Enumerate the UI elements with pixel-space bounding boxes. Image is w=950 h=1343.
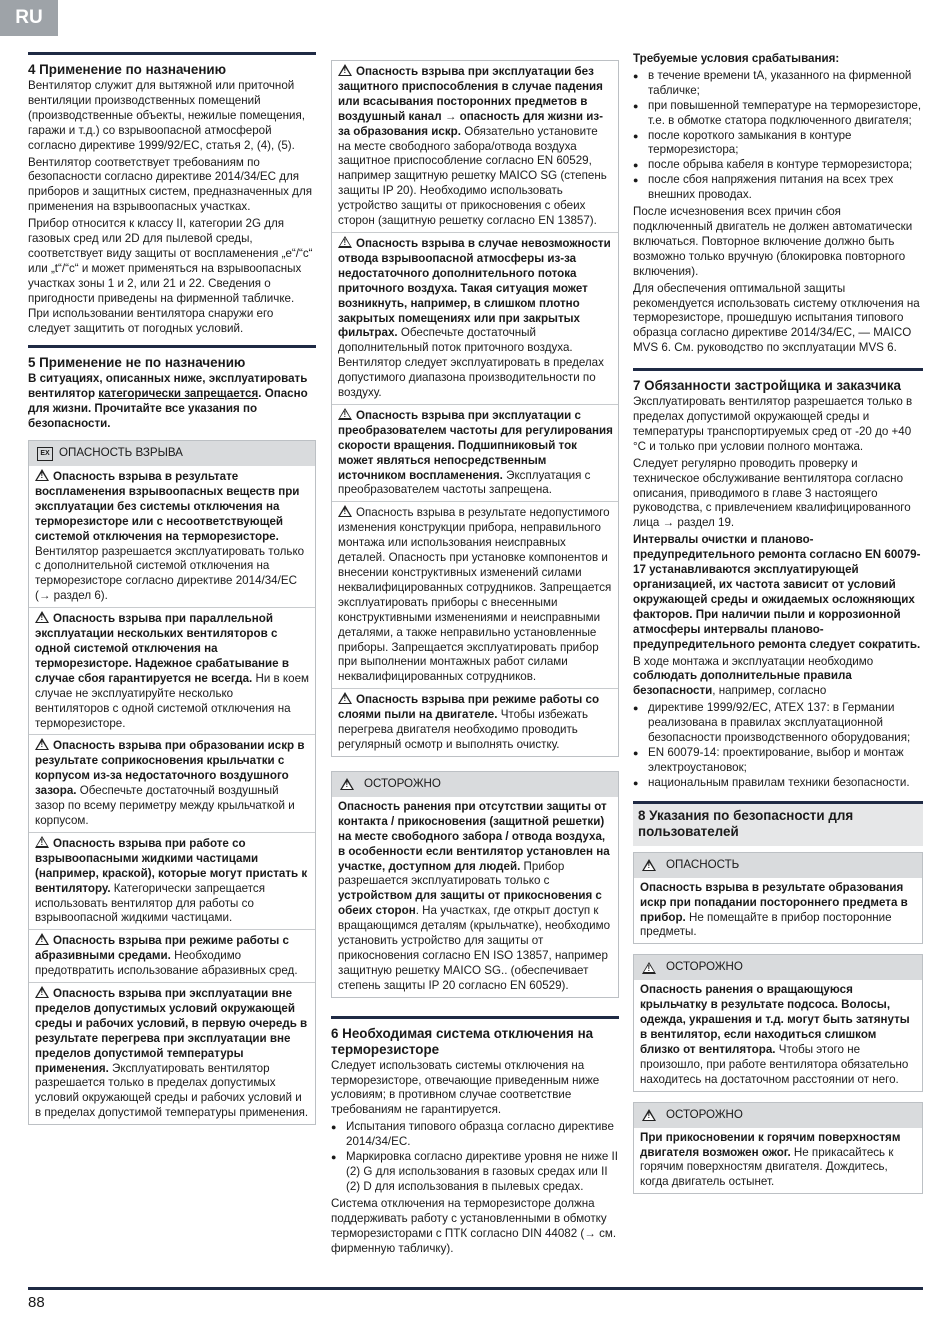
s7-paragraph-1: Эксплуатировать вентилятор разрешается только в пределах допустимой окружающей среды и температуры транспортируемых сред от -20 до +40 °C и только при условии полного монтажа. bbox=[633, 395, 913, 453]
section-rule bbox=[28, 345, 316, 348]
trigger-list bbox=[633, 69, 923, 203]
section-rule bbox=[331, 1016, 619, 1019]
box-title: ОПАСНОСТЬ ВЗРЫВА bbox=[59, 446, 183, 460]
warning-icon bbox=[35, 738, 49, 750]
warning-item: !Опасность взрыва при эксплуатации с преобразователем частоты для регулирования скорости вращения. Подшипниковый ток может являться непосредственным источником воспламенения. Эксплуатация с преобразователем частоты запрещена. bbox=[332, 404, 618, 501]
list-item: ● Маркировка согласно директиве уровня не ниже II (2) G для использования в газовых средах или II (2) D для использования в пылевых средах. bbox=[331, 1150, 619, 1195]
caution-text: Опасность ранения о вращающуюся крыльчатку в результате подсоса. Волосы, одежда, украшения и т.д. могут быть затянуты в вентилятор, если находиться слишком близко от вентилятора. Чтобы этого не произошло, при работе вентилятора обязательно находитесь на достаточном расстоянии от него. bbox=[640, 983, 910, 1086]
warning-icon bbox=[338, 236, 352, 248]
s4-paragraph-1: Вентилятор служит для вытяжной или приточной вентиляции производственных помещений (производственные объекты, нежилые помещения, гаражи и т.д.) со взрывоопасной атмосферой согласно директиве 1999/92/ЕС, статья 2, (4), (5). bbox=[28, 79, 305, 152]
list-item: ● директиве 1999/92/ЕС, ATEX 137: в Германии реализована в правилах эксплуатационной безопасности производственного оборудования; bbox=[633, 701, 923, 746]
section-4-title: 4 Применение по назначению bbox=[28, 62, 227, 77]
warning-icon bbox=[642, 859, 656, 871]
section-7-title: 7 Обязанности застройщика и заказчика bbox=[633, 378, 901, 394]
warning-item: !Опасность взрыва в случае невозможности отвода взрывоопасной атмосферы из-за недостаточного дополнительного потока приточного воздуха. Такая ситуация может возникнуть, например, в слишком плотно закрытых помещениях или при закрытых фильтрах. Обеспечьте достаточный дополнительный поток приточного воздуха. Вентилятор следует эксплуатировать в пределах допустимого диапазона производительности по воздуху. bbox=[332, 232, 618, 404]
c3-paragraph-2: Для обеспечения оптимальной защиты рекомендуется использовать систему отключения на терморезисторе, прошедшую испытания типового образца согласно директиве 2014/34/ЕС, — MAICO MVS 6. См. руководство по эксплуатации MVS 6. bbox=[633, 281, 920, 355]
box-header bbox=[332, 772, 618, 797]
page-number: 88 bbox=[28, 1294, 45, 1311]
list-item: ● Испытания типового образца согласно директиве 2014/34/ЕС. bbox=[331, 1120, 619, 1150]
section-5-title: 5 Применение не по назначению bbox=[28, 355, 246, 371]
s7-paragraph-2: Следует регулярно проводить проверку и техническое обслуживание вентилятора согласно описания, приводимого в главе 3 настоящего руководства, с привлечением квалифицированного лица → раздел 19. bbox=[633, 456, 911, 530]
footer-rule bbox=[28, 1287, 923, 1290]
caution-box-fan bbox=[633, 954, 923, 1091]
s4-paragraph-2: Вентилятор соответствует требованиям по безопасности согласно директиве 2014/34/ЕС для приборов и защитных систем, предназначенных для применения на взрывоопасных участках. bbox=[28, 155, 312, 214]
c3-paragraph-1: После исчезновения всех причин сбоя подключенный двигатель не должен автоматически включаться. Повторное включение должно быть возможно только вручную (блокировка повторного включения). bbox=[633, 205, 913, 278]
warning-icon bbox=[338, 505, 352, 517]
caution-text: Опасность ранения при отсутствии защиты от контакта / прикосновения (защитной решетки) на месте свободного забора / отвода воздуха, в особенности если вентилятор установлен на участке, доступном для людей. Прибор разрешается эксплуатировать только с устройством для защиты от прикосновения с обеих сторон. На участках, где открыт доступ к вращающимся деталям (крыльчатке), необходимо установить устройство для защиты от прикосновения согласно EN ISO 13857, например защитную решетку MAICO SG.. (обеспечивает степень защиты IP 20 согласно EN 60529). bbox=[338, 799, 611, 992]
box-title: ОСТОРОЖНО bbox=[364, 776, 441, 790]
warning-icon bbox=[642, 1109, 656, 1121]
list-item: ● при повышенной температуре на терморезисторе, т.е. в обмотке статора подключенного двигателя; bbox=[633, 99, 923, 129]
language-tab: RU bbox=[0, 0, 58, 36]
warning-icon bbox=[340, 778, 354, 790]
s7-list bbox=[633, 701, 923, 790]
column-3 bbox=[633, 52, 923, 1196]
s7-paragraph-4: В ходе монтажа и эксплуатации необходимо соблюдать дополнительные правила безопасности, например, согласно bbox=[633, 654, 874, 698]
explosion-danger-box-continued bbox=[331, 60, 619, 757]
trigger-conditions-title: Требуемые условия срабатывания: bbox=[633, 52, 840, 65]
warning-item: !Опасность взрыва при параллельной эксплуатации нескольких вентиляторов с одной системой отключения на терморезисторе. Надежное срабатывание в случае сбоя гарантируется не всегда. Ни в коем случае не эксплуатируйте несколько вентиляторов с одной системой отключения на терморезисторе. bbox=[29, 607, 315, 734]
caution-text: При прикосновении к горячим поверхностям двигателя возможен ожог. Не прикасайтесь к горячим поверхностям двигателя. Дождитесь, когда двигатель остынет. bbox=[640, 1130, 901, 1189]
caution-box bbox=[331, 771, 619, 998]
warning-icon bbox=[642, 962, 656, 974]
box-header bbox=[29, 441, 315, 466]
warning-icon bbox=[35, 986, 49, 998]
column-1 bbox=[28, 50, 316, 1127]
column-2 bbox=[331, 50, 619, 1258]
section-rule bbox=[28, 52, 316, 55]
warning-item: !Опасность взрыва при эксплуатации без защитного приспособления в случае падения или всасывания посторонних предметов в воздушный канал → опасность для жизни из-за образования искр. Обязательно установите на месте свободного забора/отвода воздуха защитное приспособление согласно EN 60529, например защитную решетку MAICO SG (степень защиты IP 20). Необходимо использовать устройство защиты от прикосновения с обеих сторон (защитную решетку согласно EN 13857). bbox=[332, 61, 618, 232]
list-item: ● национальным правилам техники безопасности. bbox=[633, 776, 923, 791]
warning-icon bbox=[35, 469, 49, 481]
section-8-header bbox=[633, 804, 923, 846]
s6-paragraph-1: Следует использовать системы отключения на терморезисторе, отвечающие приведенным ниже условиям; в противном случае соответствие требованиям не гарантируется. bbox=[331, 1058, 600, 1117]
box-header bbox=[634, 955, 922, 980]
list-item: ● после сбоя напряжения питания на всех трех внешних проводах. bbox=[633, 173, 923, 203]
warning-item: !Опасность взрыва при режиме работы с абразивными средами. Необходимо предотвратить использование абразивных сред. bbox=[29, 929, 315, 982]
warning-item: !Опасность взрыва в результате недопустимого изменения конструкции прибора, неправильного монтажа или использования неисправных деталей. Опасность при установке компонентов и внесении конструктивных изменений силами неквалифицированных сотрудников. Запрещается эксплуатировать приборы с внесенными конструктивными изменениями и неисправными деталями, а также неправильно установленные приборы. Запрещается эксплуатировать прибор при выполнении монтажных работ силами неквалифицированных сотрудников. bbox=[332, 501, 618, 688]
warning-icon bbox=[35, 836, 49, 848]
box-title: ОПАСНОСТЬ bbox=[666, 857, 740, 871]
ex-icon: EX bbox=[37, 447, 53, 461]
caution-box-hot bbox=[633, 1102, 923, 1195]
warning-item: !Опасность взрыва при работе со взрывоопасными жидкими частицами (например, краской), которые могут пристать к вентилятору. Категорически запрещается использовать вентилятор для работы со взрывоопасной жидкими частицами. bbox=[29, 832, 315, 929]
box-title: ОСТОРОЖНО bbox=[666, 1107, 743, 1121]
list-item: ● EN 60079-14: проектирование, выбор и монтаж электроустановок; bbox=[633, 746, 923, 776]
list-item: ● после обрыва кабеля в контуре терморезистора; bbox=[633, 158, 923, 173]
box-title: ОСТОРОЖНО bbox=[666, 960, 743, 974]
warning-icon bbox=[338, 64, 352, 76]
list-item: ● после короткого замыкания в контуре терморезистора; bbox=[633, 129, 923, 159]
s6-paragraph-2: Система отключения на терморезисторе должна поддерживать работу с установленными в обмотку терморезисторами с ПТК согласно DIN 44082 (→ см. фирменную табличку). bbox=[331, 1196, 617, 1255]
section-rule bbox=[633, 368, 923, 371]
danger-box bbox=[633, 852, 923, 945]
section-6-title: 6 Необходимая система отключения на терморезисторе bbox=[331, 1025, 594, 1057]
box-header bbox=[634, 853, 922, 878]
s4-paragraph-3: Прибор относится к классу II, категории 2G для газовых сред или 2D для пылевой среды, соответствует виду защиты от воспламенения „e“/“c“ или „t“/“c“ и может применяться на взрывоопасных участках зоны 1 и 2, или 21 и 22. Сведения о пригодности приведены на фирменной табличке. При использовании вентилятора снаружи его следует защитить от погодных условий. bbox=[28, 217, 313, 335]
list-item: ● в течение времени tA, указанного на фирменной табличке; bbox=[633, 69, 923, 99]
warning-item: !Опасность взрыва при эксплуатации вне пределов допустимых условий окружающей среды и рабочих условий, в первую очередь в результате перегрева при эксплуатации вне пределов допустимой температуры применения. Эксплуатировать вентилятор разрешается только в пределах допустимых условий окружающей среды и рабочих условий и в пределах допустимой температуры применения. bbox=[29, 982, 315, 1124]
warning-item: !Опасность взрыва при образовании искр в результате соприкосновения крыльчатки с корпусом из-за недостаточного воздушного зазора. Обеспечьте достаточный воздушный зазор по всему периметру между крыльчаткой и корпусом. bbox=[29, 734, 315, 831]
warning-icon bbox=[338, 692, 352, 704]
warning-icon bbox=[338, 408, 352, 420]
danger-text: Опасность взрыва в результате образования искр при попадании постороннего предмета в прибор. Не помещайте в прибор посторонние предметы. bbox=[640, 880, 908, 939]
warning-item: !Опасность взрыва в результате воспламенения взрывоопасных веществ при эксплуатации без системы отключения на терморезисторе или с несоответствующей системой отключения на терморезисторе. Вентилятор разрешается эксплуатировать только с дополнительной системой отключения на терморезисторе согласно директиве 2014/34/ЕС (→ раздел 6). bbox=[29, 466, 315, 607]
s6-list bbox=[331, 1120, 619, 1195]
box-header bbox=[634, 1103, 922, 1128]
s7-paragraph-3: Интервалы очистки и планово-предупредительного ремонта согласно EN 60079-17 устанавливаются эксплуатирующей организацией, их частота зависит от условий окружающей среды и ожидаемых осложняющих факторов. При наличии пыли и коррозионной атмосферы интервалы планово-предупредительного ремонта следует сократить. bbox=[633, 533, 921, 651]
warning-icon bbox=[35, 933, 49, 945]
explosion-danger-box bbox=[28, 440, 316, 1125]
warning-item: !Опасность взрыва при режиме работы со слоями пыли на двигателе. Чтобы избежать перегрева двигателя необходимо проводить регулярный осмотр и выполнять очистку. bbox=[332, 688, 618, 756]
warning-icon bbox=[35, 611, 49, 623]
s5-intro: В ситуациях, описанных ниже, эксплуатировать вентилятор категорически запрещается. Опасно для жизни. Прочитайте все указания по безопасности. bbox=[28, 372, 308, 431]
section-8-title: 8 Указания по безопасности для пользователей bbox=[638, 807, 854, 839]
